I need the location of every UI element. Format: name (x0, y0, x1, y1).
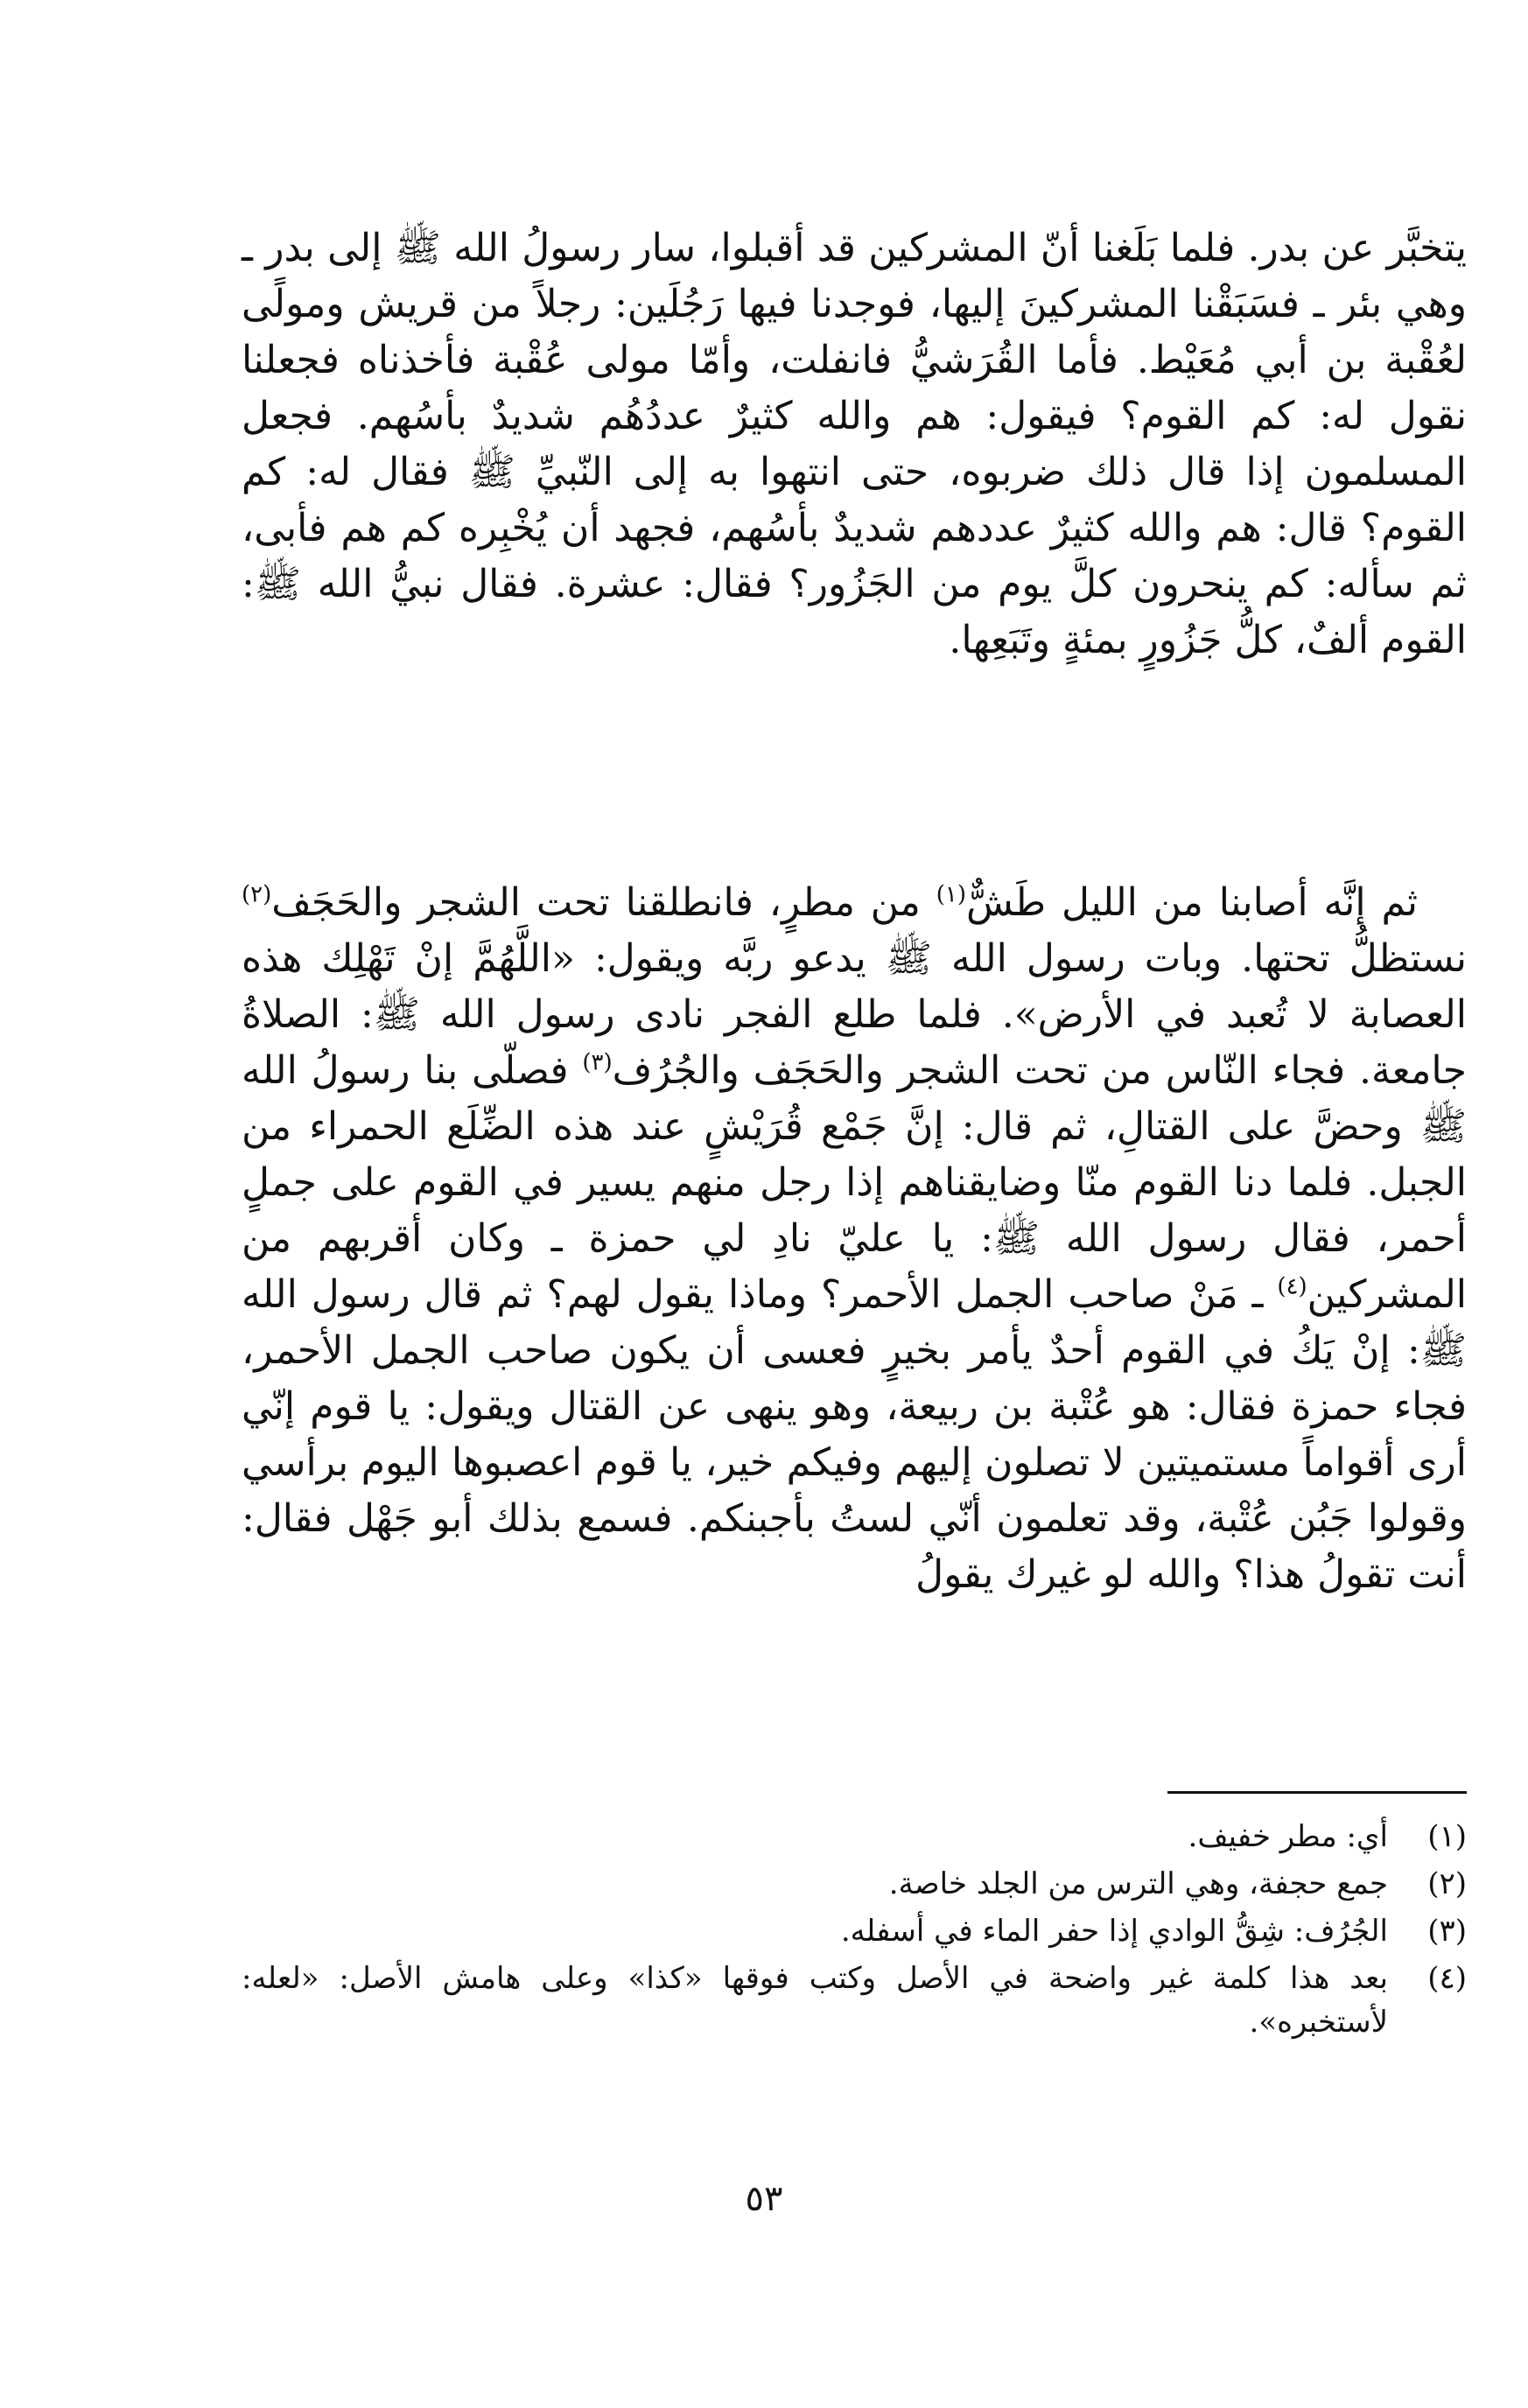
footnote-text: الجُرُف: شِقُّ الوادي إذا حفر الماء في أسفله. (840, 1914, 1388, 1949)
paragraph-2-text-2: من مطرٍ، فانطلقنا تحت الشجر والحَجَف (271, 880, 936, 925)
footnote-ref-2: (٢) (242, 881, 272, 908)
paragraph-2-text-5: ـ مَنْ صاحب الجمل الأحمر؟ وماذا يقول لهم؟ ثم قال رسول الله ﷺ: إنْ يَكُ في القوم أحدٌ يأمر بخيرٍ فعسى أن يكون صاحب الجمل الأحمر، فجاء حمزة فقال: هو عُتْبة بن ربيعة، وهو ينهى عن القتال ويقول: يا قوم إنّي أرى أقواماً مستميتين لا تصلون إليهم وفيكم خير، يا قوم اعصبوها اليوم برأسي وقولوا جَبُن عُتْبة، وقد تعلمون أنّي لستُ بأجبنكم. فسمع بذلك أبو جَهْل فقال: أنت تقولُ هذا؟ والله لو غيرك يقولُ (242, 1272, 1467, 1597)
footnote-ref-3: (٣) (582, 1049, 613, 1076)
footnote-ref-1: (١) (936, 881, 967, 908)
paragraph-2-text-1: ثم إنَّه أصابنا من الليل طَشٌّ (966, 880, 1418, 925)
footnote-number: (٢) (1427, 1866, 1467, 1901)
footnote-number: (٤) (1427, 1961, 1467, 1996)
footnote-4 (242, 1956, 1467, 2044)
footnote-divider (1167, 1791, 1467, 1794)
paragraph-2-text-3: نستظلُّ تحتها. وبات رسول الله ﷺ يدعو ربَّه ويقول: «اللَّهُمَّ إنْ تَهْلِك هذه العصابة لا تُعبد في الأرض». فلما طلع الفجر نادى رسول الله ﷺ: الصلاةُ جامعة. فجاء النّاس من تحت الشجر والحَجَف والجُرُف (242, 936, 1467, 1093)
footnote-text: أي: مطر خفيف. (1188, 1819, 1388, 1854)
paragraph-2 (242, 875, 1467, 1603)
footnote-2 (242, 1862, 1467, 1906)
footnote-text: بعد هذا كلمة غير واضحة في الأصل وكتب فوقها «كذا» وعلى هامش الأصل: «لعله: لأستخبره». (242, 1961, 1388, 2040)
footnote-ref-4: (٤) (1277, 1273, 1307, 1300)
footnote-text: جمع حجفة، وهي الترس من الجلد خاصة. (888, 1866, 1388, 1901)
footnote-3 (242, 1909, 1467, 1953)
footnote-number: (٣) (1427, 1914, 1467, 1949)
page-number: ٥٣ (745, 2179, 783, 2219)
footnote-number: (١) (1427, 1819, 1467, 1854)
paragraph-2-text-4: فصلّى بنا رسولُ الله ﷺ وحضَّ على القتالِ، ثم قال: إنَّ جَمْع قُرَيْشٍ عند هذه الضِّلَع الحمراء من الجبل. فلما دنا القوم منّا وضايقناهم إذا رجل منهم يسير في القوم على جملٍ أحمر، فقال رسول الله ﷺ: يا عليّ نادِ لي حمزة ـ وكان أقربهم من المشركين (242, 1048, 1467, 1317)
paragraph-1: يتخبَّر عن بدر. فلما بَلَغنا أنّ المشركين قد أقبلوا، سار رسولُ الله ﷺ إلى بدر ـ وهي بئر ـ فسَبَقْنا المشركينَ إليها، فوجدنا فيها رَجُلَين: رجلاً من قريش ومولًى لعُقْبة بن أبي مُعَيْط. فأما القُرَشيُّ فانفلت، وأمّا مولى عُقْبة فأخذناه فجعلنا نقول له: كم القوم؟ فيقول: هم والله كثيرٌ عددُهُم شديدٌ بأسُهم. فجعل المسلمون إذا قال ذلك ضربوه، حتى انتهوا به إلى النّبيِّ ﷺ فقال له: كم القوم؟ قال: هم والله كثيرٌ عددهم شديدٌ بأسُهم، فجهد أن يُخْبِره كم هم فأبى، ثم سأله: كم ينحرون كلَّ يوم من الجَزُور؟ فقال: عشرة. فقال نبيُّ الله ﷺ: القوم ألفٌ، كلُّ جَزُورٍ بمئةٍ وتَبَعِها. (242, 226, 1467, 662)
footnotes-section (242, 1815, 1467, 2048)
footnote-1 (242, 1815, 1467, 1858)
